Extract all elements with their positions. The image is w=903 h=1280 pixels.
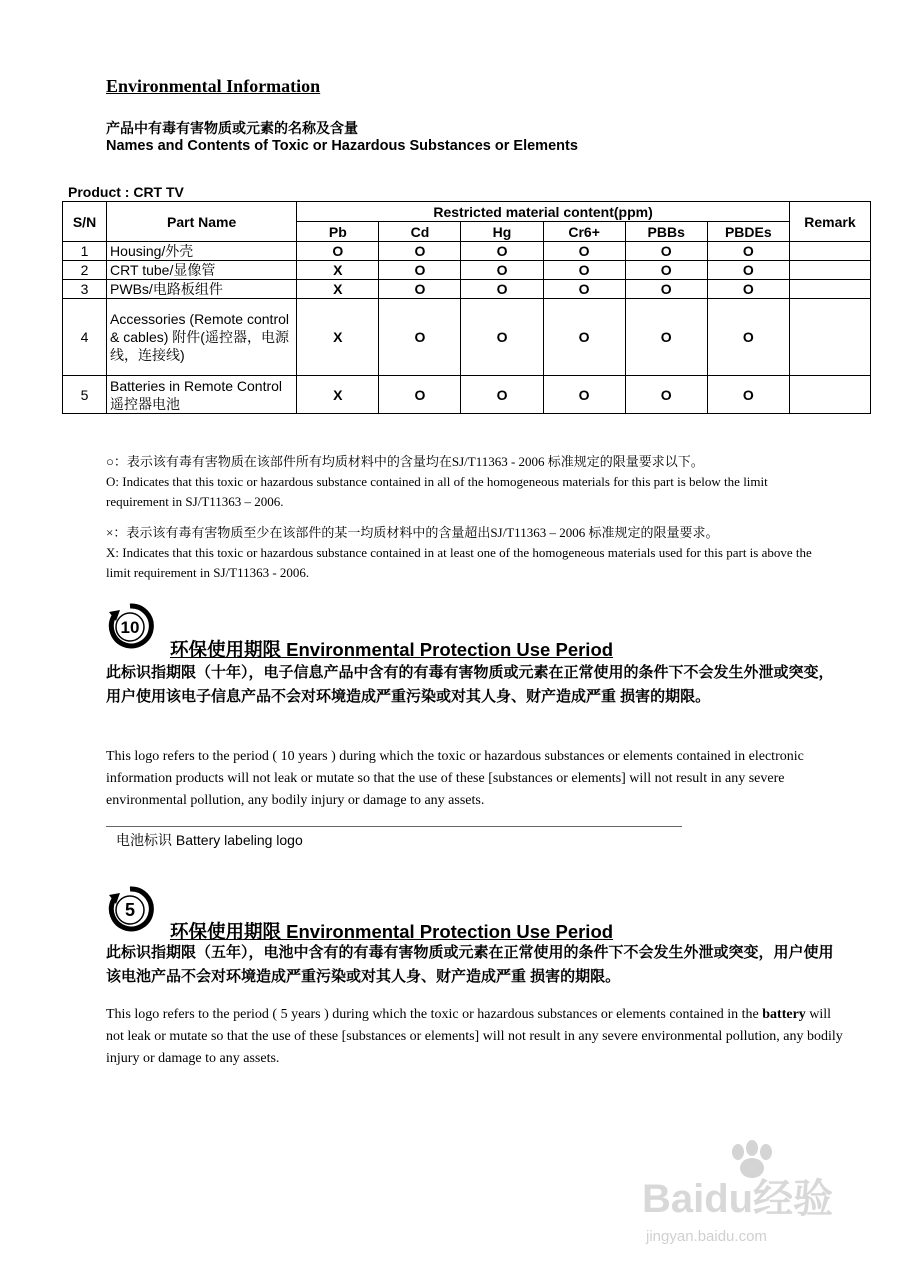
epup-10-cn-text: 此标识指期限（十年），电子信息产品中含有的有毒有害物质或元素在正常使用的条件下不会发生外泄或突变，用户使用该电子信息产品不会对环境造成严重污染或对其人身、财产造成严重 损害的期限。 [106,664,834,705]
row-remark [789,261,870,280]
row-mark: X [297,280,379,299]
row-part-name: Housing/外壳 [107,242,297,261]
logo-number: 10 [120,618,140,637]
row-remark [789,376,870,414]
row-mark: X [297,299,379,376]
note-x-cn: ×：表示该有毒有害物质至少在该部件的某一均质材料中的含量超出SJ/T11363 – 2006 标准规定的限量要求。 [106,525,719,540]
header-sn: S/N [63,202,107,242]
row-mark: O [707,280,789,299]
row-mark: X [297,261,379,280]
row-part-name: Accessories (Remote control & cables) 附件(遥控器，电源线，连接线) [107,299,297,376]
row-mark: X [297,376,379,414]
row-mark: O [379,376,461,414]
table-row [63,299,871,376]
watermark-url: jingyan.baidu.com [646,1228,767,1245]
header-substance: PBDEs [707,222,789,242]
row-mark: O [543,261,625,280]
paw-icon [732,1140,772,1178]
table-row [63,376,871,414]
row-mark: O [461,280,543,299]
page-title: Environmental Information [106,76,321,96]
row-mark: O [543,280,625,299]
row-mark: O [543,376,625,414]
epup-heading: 环保使用期限 Environmental Protection Use Period [170,921,614,942]
row-part-name: CRT tube/显像管 [107,261,297,280]
product-label: Product : CRT TV [68,184,184,200]
row-remark [789,280,870,299]
row-mark: O [625,261,707,280]
row-mark: O [461,261,543,280]
note-x-en: X: Indicates that this toxic or hazardous substance contained in at least one of the homogeneous materials used for this part is above the limit requirement in SJ/T11363 - 2006. [106,545,812,580]
row-remark [789,299,870,376]
logo-number: 5 [124,900,136,920]
epup-5-en-text [106,1004,846,1070]
header-remark: Remark [789,202,870,242]
row-mark: O [461,376,543,414]
row-sn: 1 [63,242,107,261]
row-mark: O [461,299,543,376]
row-mark: O [379,280,461,299]
row-mark: O [625,299,707,376]
row-mark: O [707,299,789,376]
table-row [63,261,871,280]
watermark-brand: Baidu经验 [642,1177,834,1221]
table-row [63,280,871,299]
divider [106,826,682,827]
epup-5-cn-text: 此标识指期限（五年），电池中含有的有毒有害物质或元素在正常使用的条件下不会发生外泄或突变，用户使用该电池产品不会对环境造成严重污染或对其人身、财产造成严重 损害的期限。 [106,944,834,985]
row-mark: O [379,299,461,376]
row-mark: O [543,299,625,376]
row-mark: O [707,242,789,261]
header-restricted: Restricted material content(ppm) [297,202,790,222]
epup-5-en-bold: battery [762,1007,806,1022]
header-substance: Cr6+ [543,222,625,242]
row-mark: O [625,242,707,261]
header-substance: Cd [379,222,461,242]
row-mark: O [379,261,461,280]
row-mark: O [461,242,543,261]
row-sn: 3 [63,280,107,299]
row-mark: O [707,261,789,280]
header-substance: Pb [297,222,379,242]
epup-5-en-pre: This logo refers to the period ( 5 years ) during which the toxic or hazardous substances or elements contained in the [106,1007,763,1022]
note-o-en: O: Indicates that this toxic or hazardous substance contained in all of the homogeneous materials for this part is below the limit requirement in SJ/T11363 – 2006. [106,474,768,509]
row-mark: O [297,242,379,261]
battery-logo-label: 电池标识 Battery labeling logo [116,832,303,848]
table-header-row [63,202,871,222]
row-mark: O [625,376,707,414]
row-part-name: Batteries in Remote Control 遥控器电池 [107,376,297,414]
epup-5-en-post: will not leak or mutate so that the use of these [substances or elements] will not result in any severe environmental pollution, any bodily injury or damage to any assets. [106,1007,843,1066]
row-mark: O [707,376,789,414]
epup-10-year-logo-icon [106,602,154,650]
epup-5-year-logo-icon [106,885,154,933]
row-sn: 4 [63,299,107,376]
row-remark [789,242,870,261]
row-mark: O [625,280,707,299]
names-heading-en: Names and Contents of Toxic or Hazardous Substances or Elements [106,138,578,154]
note-o-cn: ○：表示该有毒有害物质在该部件所有均质材料中的含量均在SJ/T11363 - 2006 标准规定的限量要求以下。 [106,454,704,469]
row-sn: 2 [63,261,107,280]
header-part-name: Part Name [107,202,297,242]
note-x [106,523,826,583]
substance-table [62,201,871,414]
epup-heading: 环保使用期限 Environmental Protection Use Period [170,639,614,660]
row-mark: O [379,242,461,261]
row-sn: 5 [63,376,107,414]
epup-10-en-text: This logo refers to the period ( 10 years ) during which the toxic or hazardous substances or elements contained in electronic information products will not leak or mutate so that the use of these [substances or elements] will not result in any severe environmental pollution, any bodily injury or damage to any assets. [106,749,804,808]
row-mark: O [543,242,625,261]
table-row [63,242,871,261]
header-substance: Hg [461,222,543,242]
row-part-name: PWBs/电路板组件 [107,280,297,299]
note-o [106,452,806,512]
names-heading-cn: 产品中有毒有害物质或元素的名称及含量 [106,120,358,136]
header-substance: PBBs [625,222,707,242]
